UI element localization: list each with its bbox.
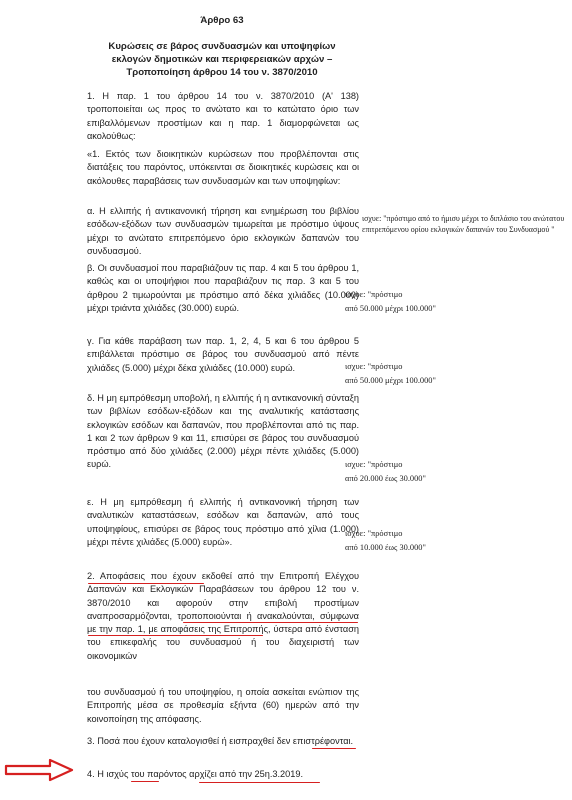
paragraph-2-continued: του συνδυασμού ή του υποψηφίου, η οποία ασκείται ενώπιον της Επιτροπής μέσα σε προθεσμία εξήντα (60) ημερών από την κοινοποίηση της απόφασης. [87,687,359,724]
article-title-line-2: εκλογών δημοτικών και περιφερειακών αρχών – [111,54,333,65]
clause-b: β. Οι συνδυασμοί που παραβιάζουν τις παρ. 4 και 5 του άρθρου 1, καθώς και οι υποψήφιοι που παραβιάζουν τις παρ. 3 και 5 του άρθρου 2 τιμωρούνται με πρόστιμο από δέκα χιλιάδες (10.000) μέχρι τριάντα χιλιάδες (30.000) ευρώ. [87,263,359,313]
paragraph-2: 2. Αποφάσεις που έχουν εκδοθεί από την Επιτροπή Ελέγχου Δαπανών και Εκλογικών Παραβάσεων του άρθρου 12 του ν. 3870/2010 και αφορούν στην επιβολή προστίμων αναπροσαρμόζονται, τροποποιούνται ή ανακαλούνται, σύμφωνα με την παρ. 1, με αποφάσεις της Επιτροπής, ύστερα από ένσταση του επικεφαλής του συνδυασμού ή του διαχειριστή των οικονομικών [87,571,359,661]
red-underline [131,781,159,782]
margin-note-d-line-2: από 20.000 έως 30.000" [345,474,426,483]
red-underline [88,635,263,636]
article-heading: Άρθρο 63 [200,15,244,26]
clause-e: ε. Η μη εμπρόθεσμη ή ελλιπής ή αντικανονική τήρηση των αναλυτικών καταστάσεων, εσόδων και δαπανών, από τους υποψηφίους, επισύρει σε βάρος τους πρόστιμο από χίλια (1.000) μέχρι πέντε χιλιάδες (5.000) ευρώ». [87,497,359,547]
red-underline [183,622,358,623]
clause-d: δ. Η μη εμπρόθεσμη υποβολή, η ελλιπής ή η αντικανονική σύνταξη των βιβλίων εσόδων-εξόδων και της αναλυτικής κατάστασης εκλογικών εσόδων και δαπανών, που προβλέπονται από τις παρ. 1 και 2 των άρθρων 9 και 11, επισύρει σε βάρος του συνδυασμού πρόστιμο από δύο χιλιάδες (2.000) μέχρι πέντε χιλιάδες (5.000) ευρώ. [87,393,359,470]
margin-note-b-line-2: από 50.000 μέχρι 100.000" [345,304,436,313]
right-arrow-outline-icon [2,756,76,784]
clause-c: γ. Για κάθε παράβαση των παρ. 1, 2, 4, 5 και 6 του άρθρου 5 επιβάλλεται πρόστιμο σε βάρος του συνδυασμού από πέντε χιλιάδες (5.000) μέχρι δέκα χιλιάδες (10.000) ευρώ. [87,336,359,373]
red-underline [199,782,320,783]
paragraph-4: 4. Η ισχύς του παρόντος αρχίζει από την 25η.3.2019. [87,769,304,779]
article-title-line-1: Κυρώσεις σε βάρος συνδυασμών και υποψηφίων [108,41,336,52]
paragraph-3: 3. Ποσά που έχουν καταλογισθεί ή εισπραχθεί δεν επιστρέφονται. [87,736,354,746]
paragraph-1: 1. Η παρ. 1 του άρθρου 14 του ν. 3870/2010 (Α' 138) τροποποιείται ως προς το ανώτατο και το κατώτατο όριο των επιβαλλόμενων προστίμων και η παρ. 1 διαμορφώνεται ως ακολούθως: [87,91,359,141]
red-underline [312,748,356,749]
margin-note-b-line-1: ισχυε: "πρόστιμο [345,290,403,299]
margin-note-e-line-2: από 10.000 έως 30.000" [345,543,426,552]
clause-a: α. Η ελλιπής ή αντικανονική τήρηση και ενημέρωση του βιβλίου εσόδων-εξόδων των συνδυασμών τιμωρείται με πρόστιμο ύψους μέχρι το ανώτατο επιτρεπόμενο όριο εκλογικών δαπανών του συνδυασμού. [87,206,359,256]
margin-note-e-line-1: ισχυε: "πρόστιμο [345,529,403,538]
margin-note-a: ισχυε: "πρόστιμο από το ήμισυ μέχρι το διπλάσιο του ανώτατου επιτρεπόμενου ορίου εκλογικών δαπανών του Συνδυασμού " [362,214,565,234]
margin-note-c-line-2: από 50.000 μέχρι 100.000" [345,376,436,385]
red-underline [88,583,204,584]
margin-note-c-line-1: ισχυε: "πρόστιμο [345,362,403,371]
paragraph-1-intro: «1. Εκτός των διοικητικών κυρώσεων που προβλέπονται στις διατάξεις του παρόντος, υπόκεινται σε διοικητικές κυρώσεις και οι ακόλουθες παραβάσεις των συνδυασμών και των υποψηφίων: [87,149,359,186]
article-title-line-3: Τροποποίηση άρθρου 14 του ν. 3870/2010 [126,67,318,78]
margin-note-d-line-1: ισχυε: "πρόστιμο [345,460,403,469]
